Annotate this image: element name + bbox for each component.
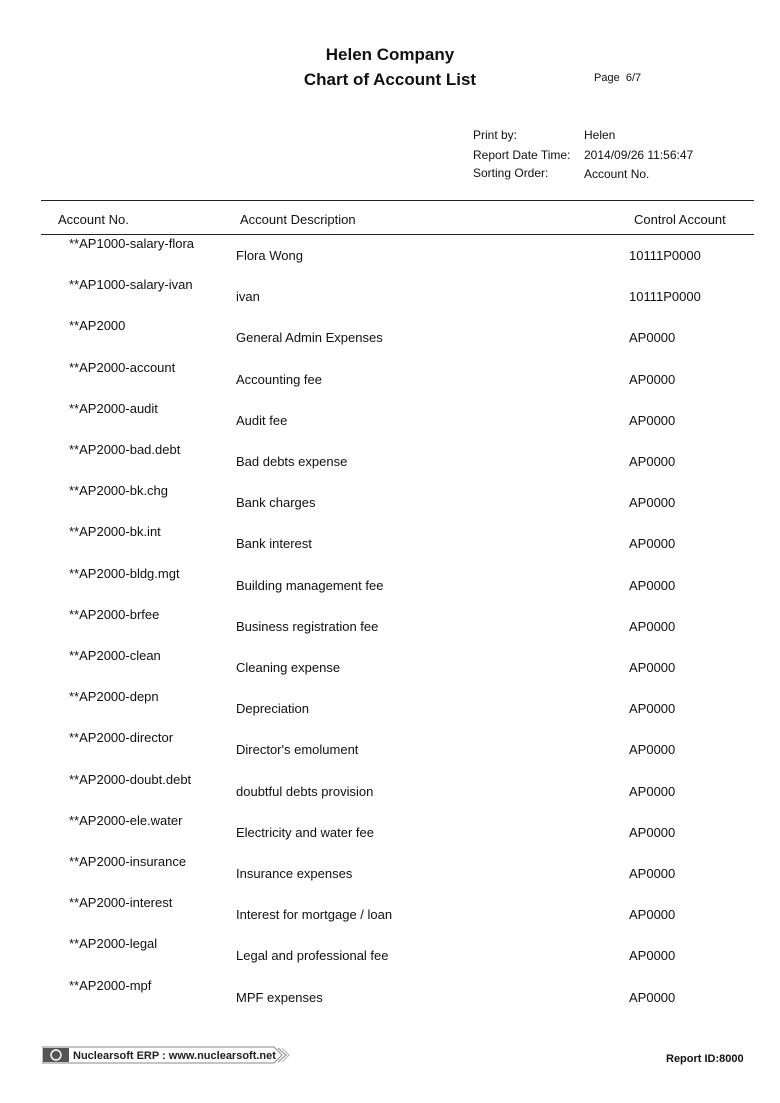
account-description-cell: Building management fee: [236, 577, 384, 593]
report-title: Chart of Account List: [303, 70, 477, 89]
account-no-cell: **AP2000-bldg.mgt: [69, 565, 180, 581]
control-account-cell: AP0000: [629, 948, 676, 964]
control-account-cell: 10111P0000: [629, 248, 701, 263]
control-account-cell: AP0000: [629, 783, 676, 799]
control-account-cell: AP0000: [629, 330, 676, 346]
account-description-cell: Electricity and water fee: [236, 824, 375, 840]
account-no-cell: **AP1000-salary-ivan: [69, 277, 193, 293]
account-description-cell: General Admin Expenses: [236, 330, 383, 346]
account-description-cell: ivan: [236, 289, 260, 305]
account-description-cell: Business registration fee: [236, 618, 379, 634]
header-top-rule: [41, 200, 754, 201]
control-account-cell: AP0000: [629, 495, 676, 511]
control-account-cell: AP0000: [629, 412, 676, 428]
account-description-cell: Bank charges: [236, 495, 316, 511]
account-description-cell: Cleaning expense: [236, 660, 341, 675]
account-no-cell: **AP2000-mpf: [69, 977, 152, 993]
account-description-cell: doubtful debts provision: [236, 783, 374, 799]
page-label: Page: [594, 72, 620, 84]
control-account-cell: AP0000: [629, 577, 676, 593]
print-by-label: Print by:: [473, 128, 518, 142]
logo-banner: [42, 1046, 290, 1064]
header-bottom-rule: [41, 234, 754, 235]
account-description-cell: MPF expenses: [236, 989, 323, 1005]
report-datetime-value: 2014/09/26 11:56:47: [584, 148, 694, 162]
account-no-cell: **AP2000-insurance: [69, 854, 187, 869]
account-description-cell: Bad debts expense: [236, 454, 348, 469]
account-no-cell: **AP2000-clean: [69, 648, 161, 663]
account-no-cell: **AP2000-depn: [69, 689, 159, 705]
col-header-account-description: Account Description: [240, 212, 356, 227]
report-datetime-label: Report Date Time:: [473, 148, 571, 162]
logo-text: Nuclearsoft ERP : www.nuclearsoft.net: [73, 1050, 276, 1062]
control-account-cell: AP0000: [629, 454, 676, 469]
account-description-cell: Audit fee: [236, 412, 288, 428]
account-no-cell: **AP2000-bk.chg: [69, 483, 169, 499]
print-by-value: Helen: [584, 128, 616, 142]
control-account-cell: AP0000: [629, 907, 676, 923]
page-indicator: [594, 72, 641, 84]
control-account-cell: AP0000: [629, 536, 676, 552]
account-no-cell: **AP2000-account: [69, 359, 176, 375]
account-no-cell: **AP2000-bk.int: [69, 524, 161, 540]
company-name: Helen Company: [325, 45, 455, 64]
account-no-cell: **AP2000-brfee: [69, 606, 160, 622]
control-account-cell: AP0000: [629, 866, 676, 881]
account-no-cell: **AP2000-audit: [69, 400, 158, 416]
control-account-cell: AP0000: [629, 371, 676, 387]
col-header-control-account: Control Account: [634, 212, 726, 227]
control-account-cell: AP0000: [629, 701, 676, 717]
account-description-cell: Legal and professional fee: [236, 948, 389, 964]
account-no-cell: **AP2000-interest: [69, 895, 173, 911]
control-account-cell: 10111P0000: [629, 289, 701, 305]
account-description-cell: Accounting fee: [236, 371, 323, 387]
report-id: Report ID:8000: [666, 1053, 744, 1065]
account-description-cell: Flora Wong: [236, 248, 303, 263]
page-number: 6/7: [625, 72, 642, 84]
account-no-cell: **AP2000-legal: [69, 936, 158, 952]
account-description-cell: Bank interest: [236, 536, 312, 552]
account-no-cell: **AP2000-bad.debt: [69, 442, 181, 457]
account-no-cell: **AP2000-ele.water: [69, 812, 183, 828]
control-account-cell: AP0000: [629, 742, 676, 758]
control-account-cell: AP0000: [629, 618, 676, 634]
sorting-order-label: Sorting Order:: [473, 166, 549, 180]
account-description-cell: Interest for mortgage / loan: [236, 907, 393, 923]
account-no-cell: **AP2000: [69, 318, 126, 334]
account-description-cell: Director's emolument: [236, 742, 359, 758]
account-no-cell: **AP1000-salary-flora: [69, 236, 195, 251]
account-description-cell: Insurance expenses: [236, 866, 353, 881]
account-description-cell: Depreciation: [236, 701, 309, 717]
control-account-cell: AP0000: [629, 660, 676, 675]
col-header-account-no: Account No.: [58, 212, 129, 227]
nuclearsoft-logo: [42, 1046, 290, 1064]
account-no-cell: **AP2000-director: [69, 730, 174, 746]
sorting-order-value: Account No.: [584, 167, 650, 181]
control-account-cell: AP0000: [629, 824, 676, 840]
control-account-cell: AP0000: [629, 989, 676, 1005]
account-no-cell: **AP2000-doubt.debt: [69, 771, 192, 787]
